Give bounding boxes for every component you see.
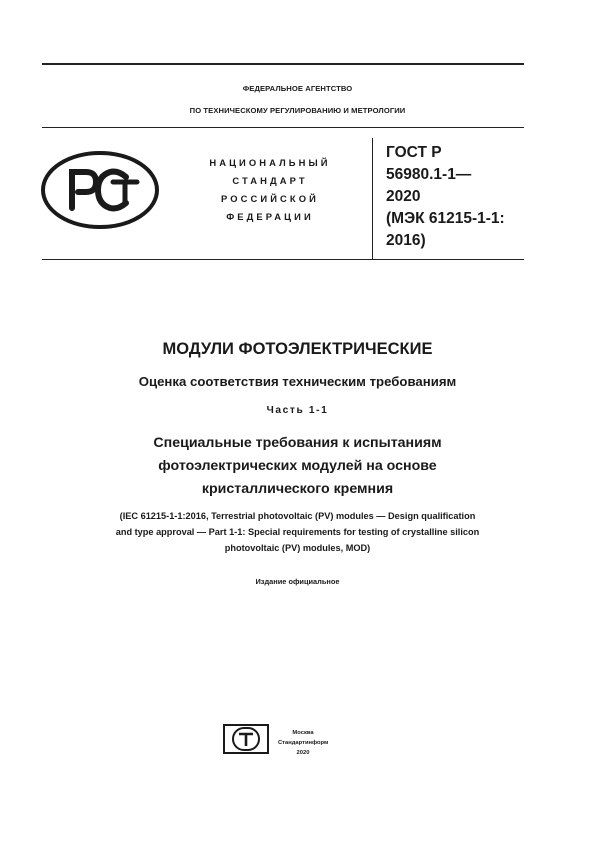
designation-line-4: (МЭК 61215-1-1: — [386, 210, 505, 227]
spec-title-line-2: фотоэлектрических модулей на основе — [158, 458, 437, 474]
designation-line-3: 2020 — [386, 188, 421, 205]
standard-type-line-4: ФЕДЕРАЦИИ — [226, 211, 314, 222]
standard-type-line-3: РОССИЙСКОЙ — [221, 193, 319, 204]
spec-title-line-3: кристаллического кремния — [201, 481, 394, 497]
publisher-city: Москва — [292, 730, 314, 736]
gost-r-logo — [40, 150, 160, 230]
designation-line-2: 56980.1-1— — [386, 166, 472, 183]
iec-reference-line-2: and type approval — Part 1-1: Special requirements for testing of crystalline silicon — [115, 527, 480, 537]
publisher-year: 2020 — [296, 750, 310, 756]
spec-title-line-1: Специальные требования к испытаниям — [153, 435, 442, 451]
agency-line-2: ПО ТЕХНИЧЕСКОМУ РЕГУЛИРОВАНИЮ И МЕТРОЛОГИИ — [189, 106, 406, 115]
top-rule — [42, 63, 524, 65]
document-part: Часть 1-1 — [266, 405, 329, 416]
header-rule — [42, 127, 524, 128]
agency-line-1: ФЕДЕРАЛЬНОЕ АГЕНТСТВО — [242, 84, 353, 93]
iec-reference-line-3: photovoltaic (PV) modules, MOD) — [224, 543, 371, 553]
iec-reference-line-1: (IEC 61215-1-1:2016, Terrestrial photovoltaic (PV) modules — Design qualification — [119, 511, 476, 521]
standard-type-line-2: СТАНДАРТ — [232, 175, 308, 186]
designation-line-1: ГОСТ Р — [386, 144, 442, 161]
standartinform-logo — [223, 724, 269, 754]
designation-line-5: 2016) — [386, 232, 426, 249]
publisher-name: Стандартинформ — [278, 740, 329, 746]
edition-note: Издание официальное — [255, 577, 340, 586]
standard-type-line-1: НАЦИОНАЛЬНЫЙ — [209, 157, 331, 168]
designation-separator — [372, 138, 373, 259]
document-subtitle: Оценка соответствия техническим требованиям — [138, 374, 457, 389]
header-bottom-rule — [42, 259, 524, 260]
document-title: МОДУЛИ ФОТОЭЛЕКТРИЧЕСКИЕ — [162, 340, 433, 358]
